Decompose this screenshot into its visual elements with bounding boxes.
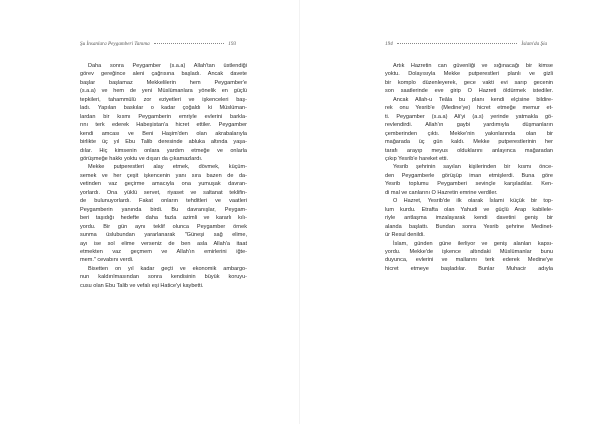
text-line: riyle antlaşma imzalayarak kendi davetini geniş bir — [385, 215, 553, 222]
text-line: yoktu. Dolayısıyla Mekke putperestleri planlı ve gizli — [385, 71, 553, 78]
text-line: dılar. Hiç kimsenin onlara yardım etmeğe ve onlarla — [80, 147, 247, 154]
header-dotted-rule — [397, 43, 517, 44]
right-page-header — [385, 41, 553, 47]
text-line: yorlardı. Ona yüklü servet, riyaset ve saltanat teklifin- — [80, 189, 247, 196]
text-line: tepkileri, tahammülü zor eziyetleri ve işkenceleri baş- — [80, 96, 247, 103]
text-line: den Peygamberle görüşüp iman etmişlerdi. Buna göre — [385, 172, 553, 179]
text-line: rını terk ederek Habeşistan'a hicret ettiler. Peygamber — [80, 122, 247, 129]
text-line: mağarada üç gün kaldı. Mekke putperestlerinin her — [385, 139, 553, 146]
text-line: yordu. Bir gün aynı teklif olunca Peygamber örnek — [80, 223, 247, 230]
text-line: Yesrib şehrinin sayılan kişilerinden bir kısmı önce- — [393, 164, 553, 171]
text-line: alanda başlattı. Bundan sonra Yesrib şehrine Medinet- — [385, 223, 553, 230]
text-line: Mekke putperestleri alay etmek, dövmek, küçüm- — [88, 164, 247, 171]
text-line: revlendirdi. Allah'ın gaybi yardımıyla düşmanların — [385, 122, 553, 129]
text-line: çemberinden çıktı. Mekke'nin yakınlarında olan bir — [385, 130, 553, 137]
text-line: etmekten vaz geçmem ve Allah'ın emirlerini iğte- — [80, 248, 247, 255]
text-line: semek ve her çeşit işkencenin yanı sıra bazen de da- — [80, 172, 247, 179]
text-line: ür Resul denildi. — [385, 232, 425, 239]
text-line: beri taşıdığı hedefte daha fazla azimli ve kararlı kılı- — [80, 215, 247, 222]
text-line: bir komplo düzenleyerek, gece vakti evi sarıp gecenin — [385, 79, 553, 86]
right-header-title: İslam'da Şia — [521, 41, 548, 47]
left-page-header — [80, 41, 247, 47]
text-line: başlar başlamaz Mekkelilerin hem Peygamber'e — [80, 79, 247, 86]
text-line: Peygamberin yanında birdi. Bu davranışlar, Peygam- — [80, 206, 247, 213]
text-line: (s.a.a) ve hem de yeni Müslümanlara yönelik en güçlü — [80, 88, 247, 95]
text-line: yordu. Mekke'de işkence altındaki Müslümanlar bunu — [385, 248, 553, 255]
text-line: ayı ise sol elime verseniz de ben asla Allah'a itaat — [80, 240, 247, 247]
text-line: Ancak Allah-u Teâla bu planı kendi elçisine bildire- — [393, 96, 553, 103]
text-line: görüşmeğe hakkı yoktu ve dışarı da çıkamazlardı. — [80, 155, 203, 162]
left-page-number: 193 — [228, 41, 237, 47]
text-line: O Hazret, Yesrib'de ilk olarak İslami küçük bir top- — [393, 198, 553, 205]
header-dotted-rule — [154, 43, 224, 44]
right-page-text — [385, 62, 553, 273]
text-line: Yesrib toplumu Peygamberi sevinçle karşıladılar. Ken- — [385, 181, 553, 188]
right-page — [300, 0, 600, 424]
text-line: Artık Hazretin can güvenliği ve sığınacağı bir kimse — [393, 63, 553, 69]
left-page-text — [80, 62, 247, 290]
text-line: Daha sonra Peygamber (s.a.a) Allah'tan üstlendiği — [88, 63, 247, 69]
text-line: kendi amcası ve Beni Haşim'den olan akrabalarıyla — [80, 130, 247, 137]
text-line: nun kaldırılmasından sonra kendisinin büyük koruyu- — [80, 274, 247, 281]
text-line: Bisetten on yıl kadar geçti ve ekonomik ambargo- — [88, 265, 247, 272]
text-line: İslam, günden güne ilerliyor ve geniş alanları kapsı- — [393, 240, 553, 247]
text-line: tarafı arayıp meyus olduklarını anlayınca mağaradan — [385, 147, 553, 154]
text-line: cusu olan Ebu Talib ve vefalı eşi Hatice'yi kaybetti. — [80, 282, 204, 289]
text-line: mem." cevabını verdi. — [80, 257, 134, 264]
text-line: vetinden vaz geçirme amacıyla ona yumuşak davran- — [80, 181, 247, 188]
text-line: son saatlerinde eve girip O Hazreti öldürmek istediler. — [385, 88, 553, 95]
text-line: rek onu Yesrib'e (Medine'ye) hicret etmeğe memur et- — [385, 105, 553, 112]
text-line: lum kurdu. Etrafta olan Yahudi ve güçlü Arap kabilele- — [385, 206, 553, 213]
text-line: ti. Peygamber (s.a.a) Ali'yi (a.s) yerinde yatmakla gö- — [385, 113, 553, 120]
text-line: di mal ve canlarını O Hazretin emrine verdiler. — [385, 189, 498, 196]
left-header-title: Şu İnsanlara Peygamberi Tanıma — [80, 41, 150, 47]
right-page-number: 194 — [385, 41, 393, 47]
text-line: ladı. Yapılan baskılar o kadar çoğaldı ki Müslüman- — [80, 105, 247, 112]
text-line: duyunca, evlerini ve mallarını terk ederek Medine'ye — [385, 257, 553, 264]
text-line: sunma üslubundan yararlanarak "Güneşi sağ elime, — [80, 232, 247, 239]
text-line: de bulunuyorlardı. Fakat onların tehditleri ve vaatleri — [80, 198, 247, 205]
text-line: birlikte üç yıl Ebu Talib deresinde abluka altında yaşa- — [80, 139, 247, 146]
text-line: görev gereğince aleni çağrısına başladı. Ancak davete — [80, 71, 247, 78]
text-line: hicret etmeye başladılar. Bunlar Muhacir adıyla — [385, 265, 553, 272]
text-line: lardan bir kısmı Peygamberin emriyle evlerini barkla- — [80, 113, 247, 120]
text-line: çıkıp Yesrib'e hareket etti. — [385, 155, 449, 162]
